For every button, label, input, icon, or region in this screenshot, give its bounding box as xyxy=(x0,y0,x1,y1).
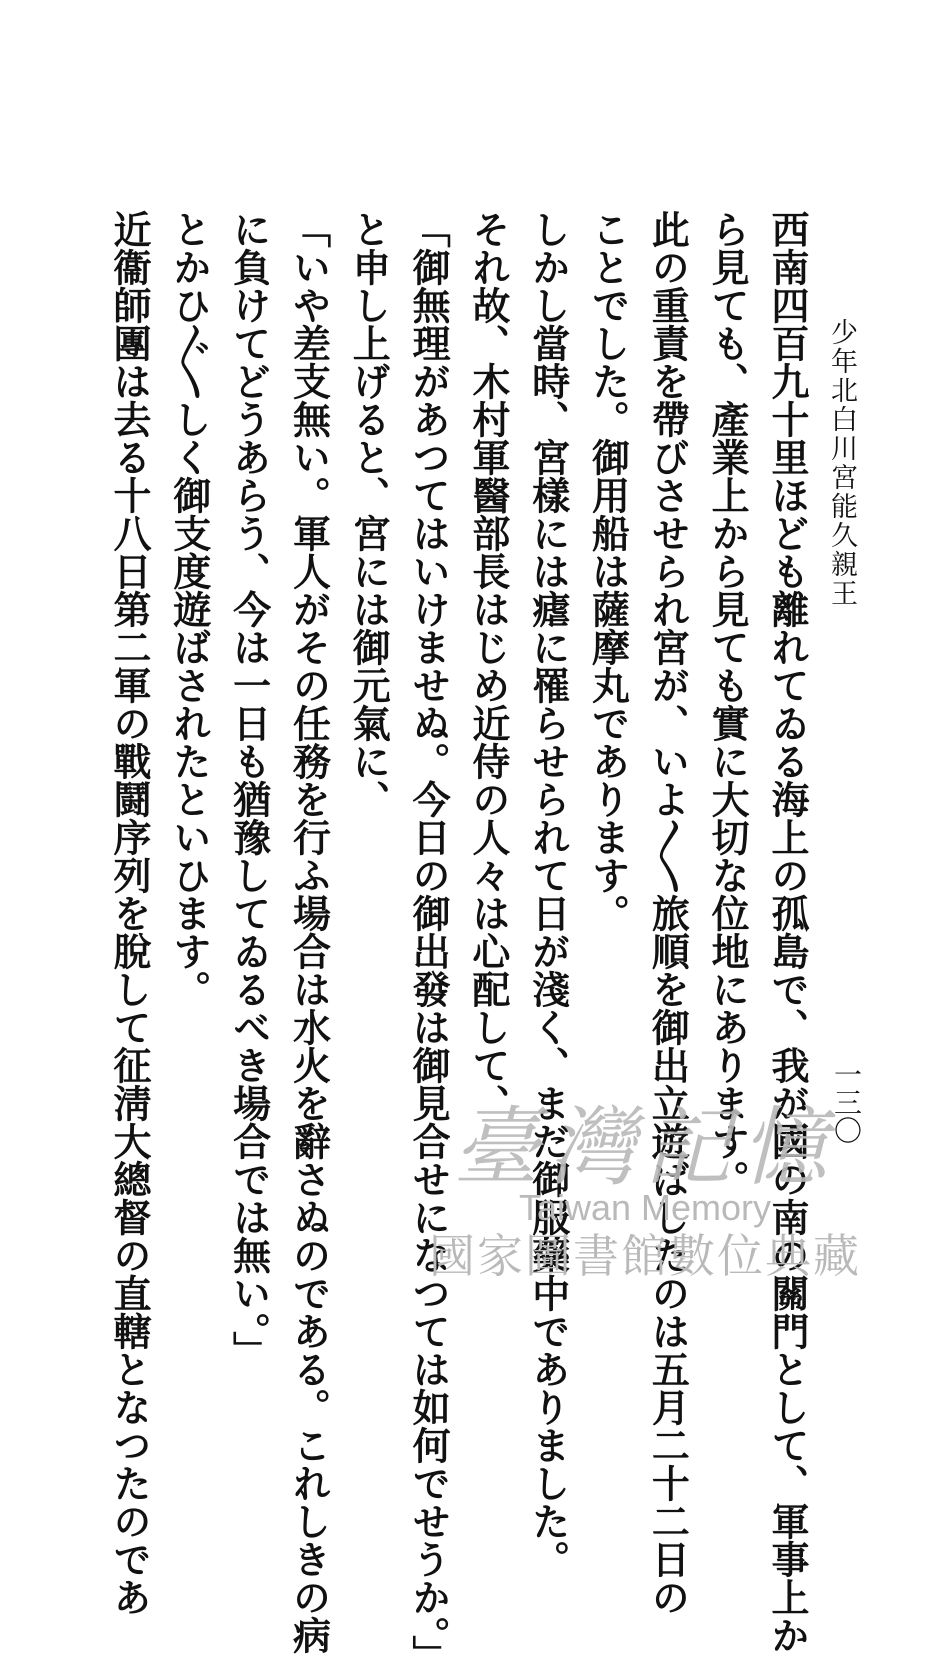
text-column: 近衞師團は去る十八日第二軍の戰鬪序列を脫して征淸大總督の直轄となつたのであ xyxy=(107,210,152,1616)
text-column: それ故、木村軍醫部長はじめ近侍の人々は心配して、 xyxy=(465,210,511,1122)
text-column: とかひ〴〵しく御支度遊ばされたといひます。 xyxy=(166,210,212,1008)
running-header-title: 少年北白川宮能久親王 xyxy=(826,318,857,608)
text-column: 「御無理があつてはいけませぬ。今日の御出發は御見合せになつては如何でせうか。」 xyxy=(406,210,452,1673)
watermark-footer: 國家圖書館數位典藏 xyxy=(429,1229,861,1283)
vertical-body-text xyxy=(107,210,810,1673)
text-column: しかし當時、宮樣には瘧に罹らせられて日が淺く、まだ御服藥中でありました。 xyxy=(525,210,571,1578)
text-column: ら見ても、產業上から見ても實に大切な位地にあります。 xyxy=(705,210,751,1198)
text-column: 此の重責を帶びさせられ宮が、いよ〳〵旅順を御出立遊ばしたのは五月二十二日の xyxy=(645,210,691,1616)
text-column: 西南四百九十里ほども離れてゐる海上の孤島で、我が國の南の關門として、軍事上か xyxy=(764,210,810,1654)
text-column: に負けてどうあらう、今は一日も猶豫してゐるべき場合では無い。」 xyxy=(226,210,272,1369)
text-column: と申し上げると、宮には御元氣に、 xyxy=(346,210,392,818)
watermark-title: 臺灣記憶 xyxy=(453,1098,837,1198)
page-number: 一三〇 xyxy=(830,1060,863,1144)
text-column: ことでした。御用船は薩摩丸であります。 xyxy=(585,210,631,932)
text-column: 「いや差支無い。軍人がその任務を行ふ場合は水火を辭さぬのである。これしきの病 xyxy=(286,210,332,1654)
watermark-subtitle: Taiwan Memory xyxy=(518,1187,772,1228)
